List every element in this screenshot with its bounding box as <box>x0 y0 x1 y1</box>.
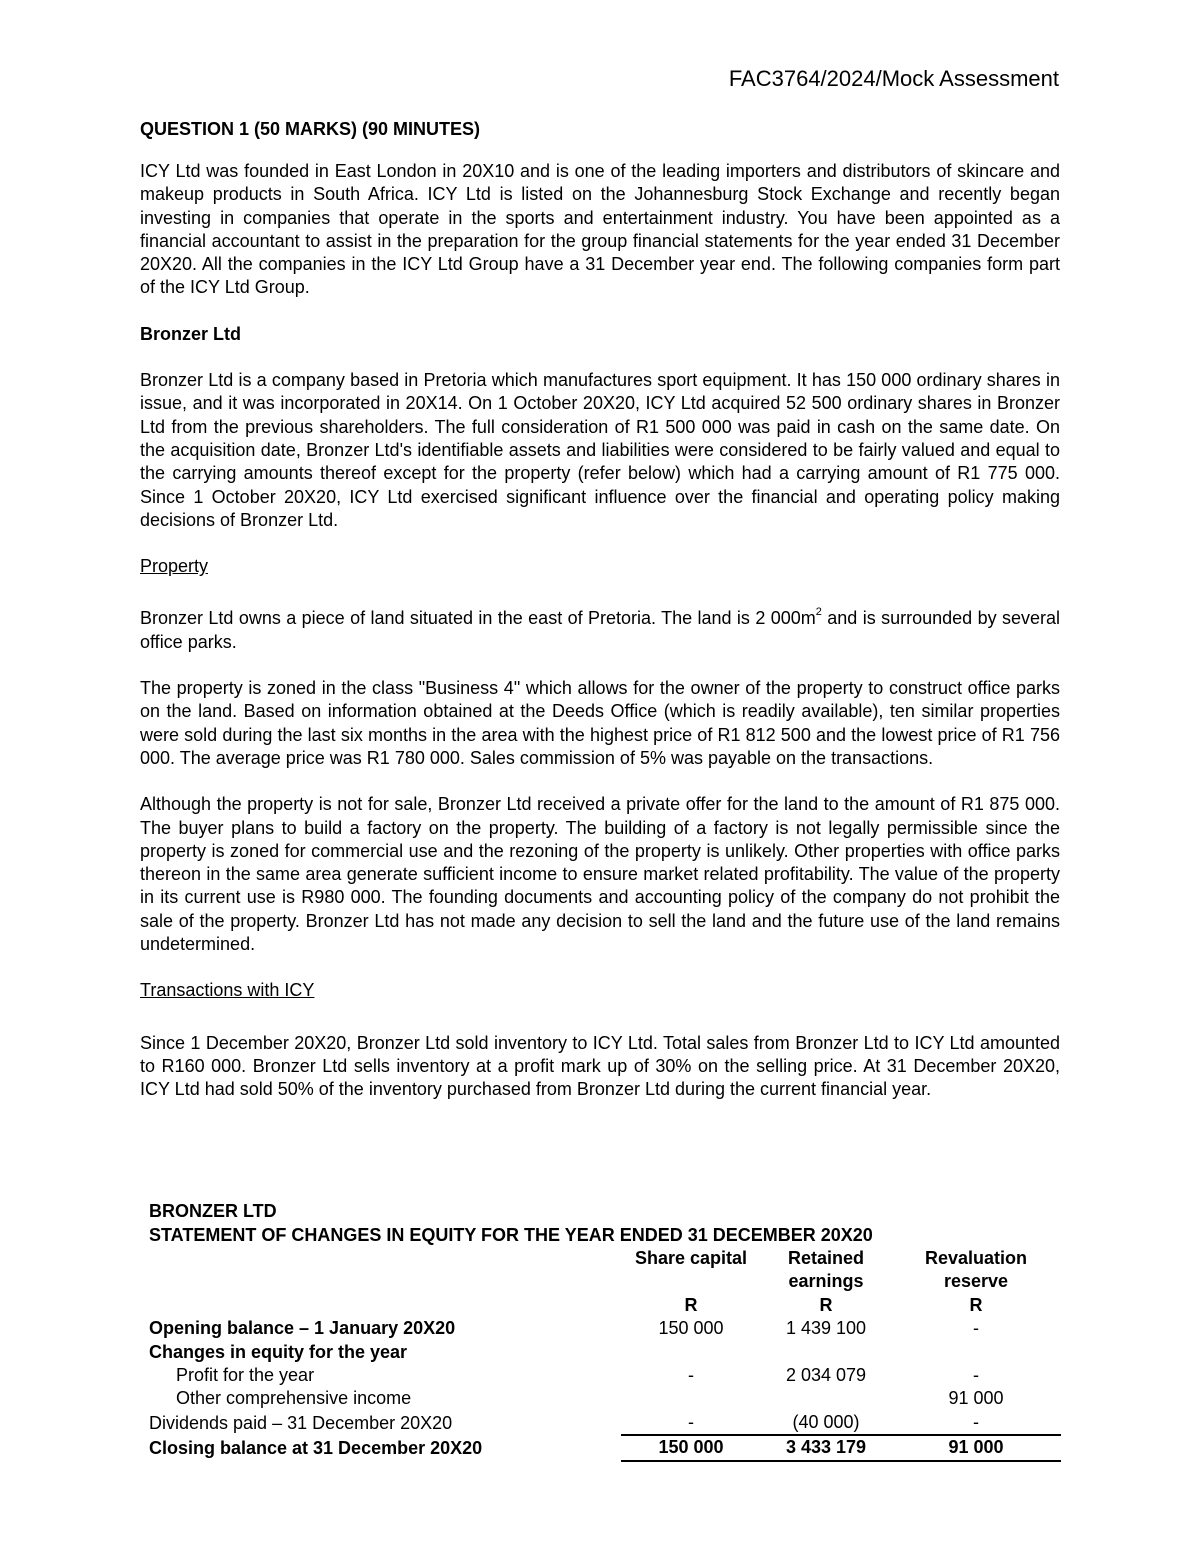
cell-share-capital <box>621 1387 761 1410</box>
column-unit: R <box>819 1294 833 1315</box>
soce-table <box>149 1247 1061 1462</box>
cell-retained-earnings: (40 000) <box>792 1411 860 1432</box>
question-intro: ICY Ltd was founded in East London in 20X10 and is one of the leading importers and distributors of skincare and makeup products in South Africa. ICY Ltd is listed on the Johannesburg Stock Exchange and recently began investing in companies that operate in the sports and entertainment industry. You have been appointed as a financial accountant to assist in the preparation for the group financial statements for the year ended 31 December 20X20. All the companies in the ICY Ltd Group have a 31 December year end. The following companies form part of the ICY Ltd Group. <box>140 161 1060 298</box>
question-title: QUESTION 1 (50 MARKS) (90 MINUTES) <box>140 119 481 139</box>
table-row <box>149 1411 1061 1435</box>
soce-header-row <box>149 1247 1061 1294</box>
property-p1-text-end: and is surrounded by several office parks. <box>140 608 1060 652</box>
page-header-course-ref: FAC3764/2024/Mock Assessment <box>728 66 1059 91</box>
cell-retained-earnings: 3 433 179 <box>761 1435 891 1460</box>
statement-of-changes-in-equity <box>149 1199 1061 1462</box>
cell-share-capital: - <box>688 1365 694 1386</box>
cell-retained-earnings: 2 034 079 <box>785 1365 867 1386</box>
row-label: Changes in equity for the year <box>149 1341 408 1362</box>
cell-revaluation-reserve: - <box>973 1411 979 1432</box>
property-p1-text: Bronzer Ltd owns a piece of land situated in the east of Pretoria. The land is 2 000m <box>140 608 816 629</box>
table-row <box>149 1364 1061 1387</box>
table-row-total <box>149 1435 1061 1460</box>
cell-retained-earnings: 1 439 100 <box>785 1318 867 1339</box>
property-heading: Property <box>140 556 209 577</box>
table-row <box>149 1341 1061 1364</box>
column-header: Retained earnings <box>787 1248 865 1292</box>
soce-unit-row <box>149 1294 1061 1317</box>
superscript-2: 2 <box>815 606 822 619</box>
property-paragraph-3: Although the property is not for sale, Bronzer Ltd received a private offer for the land to the amount of R1 875 000. The buyer plans to build a factory on the property. The building of a factory is not legally permissible since the property is zoned for commercial use and the rezoning of the property is unlikely. Other properties with office parks thereon in the same area generate sufficient income to ensure market related profitability. The value of the property in its current use is R980 000. The founding documents and accounting policy of the company do not prohibit the sale of the property. Bronzer Ltd has not made any decision to sell the land and the future use of the land remains undetermined. <box>140 794 1060 955</box>
cell-share-capital: 150 000 <box>658 1318 724 1339</box>
soce-title: STATEMENT OF CHANGES IN EQUITY FOR THE YEAR ENDED 31 DECEMBER 20X20 <box>149 1225 873 1245</box>
cell-revaluation-reserve: - <box>973 1318 979 1339</box>
bronzer-paragraph: Bronzer Ltd is a company based in Pretoria which manufactures sport equipment. It has 150 000 ordinary shares in issue, and it was incorporated in 20X14. On 1 October 20X20, ICY Ltd acquired 52 500 ordinary shares in Bronzer Ltd from the previous shareholders. The full consideration of R1 500 000 was paid in cash on the same date. On the acquisition date, Bronzer Ltd's identifiable assets and liabilities were considered to be fairly valued and equal to the carrying amounts thereof except for the property (refer below) which had a carrying amount of R1 775 000. Since 1 October 20X20, ICY Ltd exercised significant influence over the financial and operating policy making decisions of Bronzer Ltd. <box>140 370 1060 530</box>
cell-revaluation-reserve: 91 000 <box>948 1388 1004 1409</box>
cell-revaluation-reserve: 91 000 <box>891 1435 1061 1460</box>
cell-retained-earnings <box>761 1387 891 1410</box>
transactions-heading: Transactions with ICY <box>140 980 315 1001</box>
transactions-paragraph: Since 1 December 20X20, Bronzer Ltd sold inventory to ICY Ltd. Total sales from Bronzer Ltd to ICY Ltd amounted to R160 000. Bronzer Ltd sells inventory at a profit mark up of 30% on the selling price. At 31 December 20X20, ICY Ltd had sold 50% of the inventory purchased from Bronzer Ltd during the current financial year. <box>140 1032 1060 1100</box>
row-label: Dividends paid – 31 December 20X20 <box>149 1412 453 1433</box>
row-label: Profit for the year <box>176 1365 315 1386</box>
cell-share-capital: - <box>688 1411 694 1432</box>
cell-revaluation-reserve: - <box>973 1365 979 1386</box>
bronzer-heading: Bronzer Ltd <box>140 323 241 344</box>
soce-company: BRONZER LTD <box>149 1201 277 1221</box>
row-label: Closing balance at 31 December 20X20 <box>149 1438 483 1459</box>
row-label: Other comprehensive income <box>176 1388 412 1409</box>
cell-share-capital: 150 000 <box>621 1435 761 1460</box>
table-row <box>149 1317 1061 1340</box>
table-row <box>149 1387 1061 1410</box>
column-unit: R <box>684 1294 698 1315</box>
column-unit: R <box>969 1294 983 1315</box>
column-header: Revaluation reserve <box>924 1248 1028 1292</box>
question-content <box>140 118 1060 1125</box>
column-header: Share capital <box>634 1248 748 1268</box>
property-paragraph-2: The property is zoned in the class "Business 4" which allows for the owner of the property to construct office parks on the land. Based on information obtained at the Deeds Office (which is readily available), ten similar properties were sold during the last six months in the area with the highest price of R1 812 500 and the lowest price of R1 756 000. The average price was R1 780 000. Sales commission of 5% was payable on the transactions. <box>140 678 1060 768</box>
property-paragraph-1 <box>140 607 1060 654</box>
row-label: Opening balance – 1 January 20X20 <box>149 1318 456 1339</box>
